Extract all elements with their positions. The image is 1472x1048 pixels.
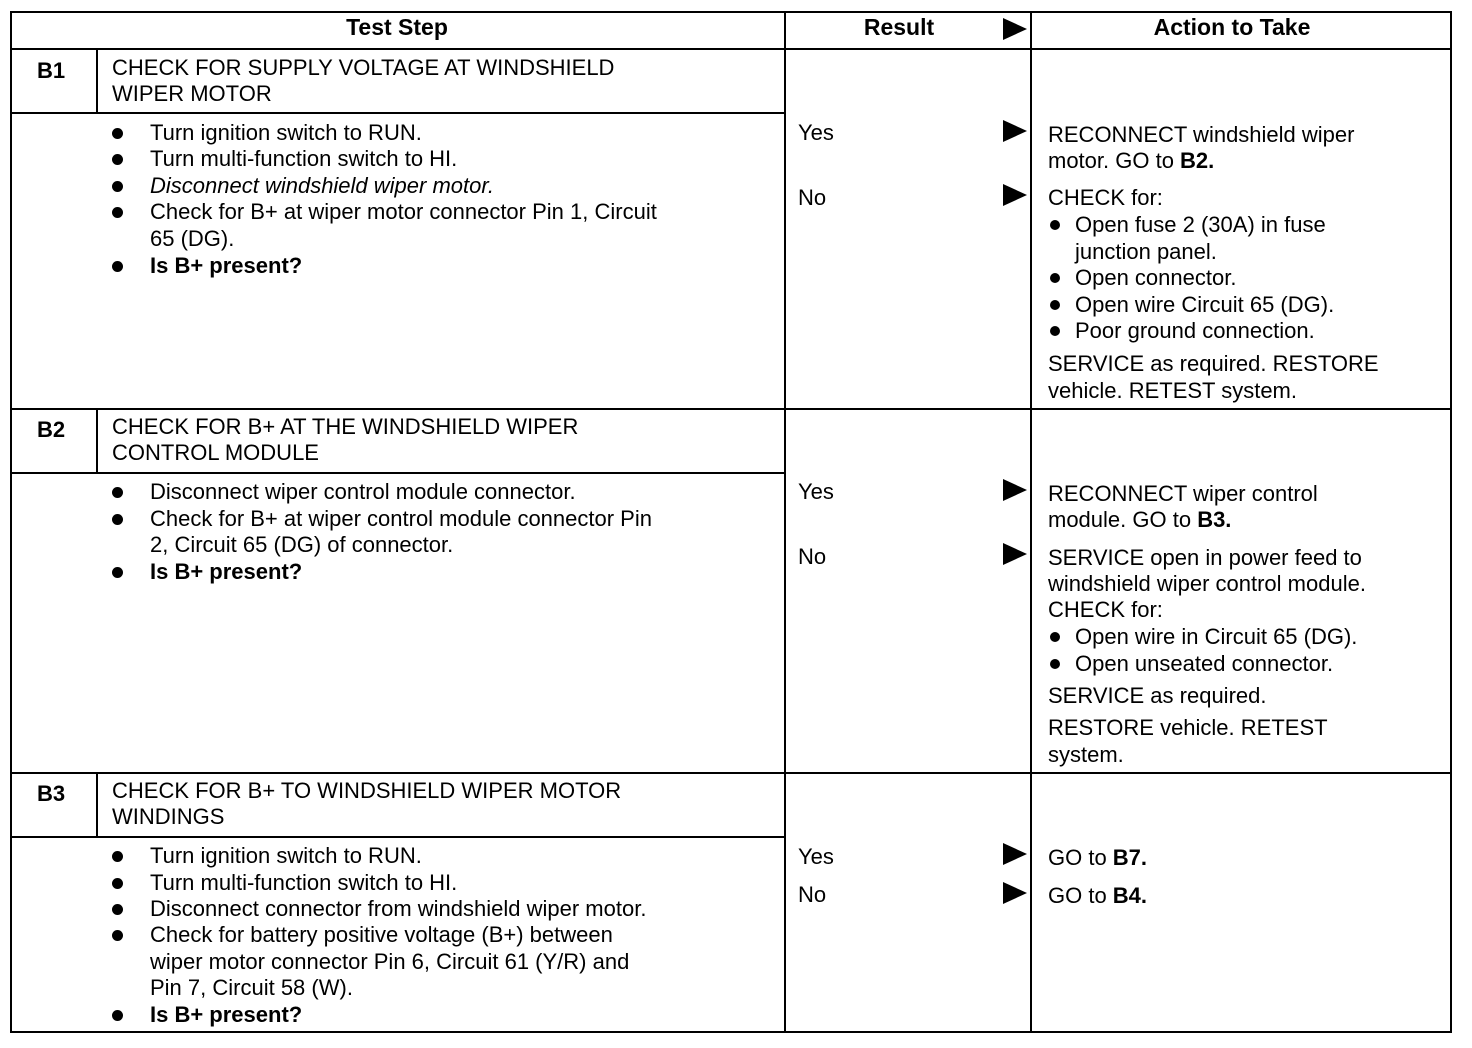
list-item-continuation: Pin 7, Circuit 58 (W).: [150, 975, 353, 1000]
result-yes-b1: Yes: [798, 120, 834, 145]
step-title-b1-line1: CHECK FOR SUPPLY VOLTAGE AT WINDSHIELD: [112, 55, 615, 80]
step-title-b3-line1: CHECK FOR B+ TO WINDSHIELD WIPER MOTOR: [112, 778, 622, 803]
result-yes-b3: Yes: [798, 844, 834, 869]
action-yes-b1-line2: motor. GO to B2.: [1048, 148, 1215, 173]
bullet-icon: [112, 904, 123, 915]
bullet-icon: [1050, 273, 1060, 283]
col-divider-result: [784, 11, 786, 1033]
result-no-b3: No: [798, 882, 827, 907]
step-title-b3-line2: WINDINGS: [112, 804, 225, 829]
bullet-icon: [112, 128, 123, 139]
action-no-b1-lead: CHECK for:: [1048, 185, 1163, 210]
action-no-b1-tail1: SERVICE as required. RESTORE: [1048, 351, 1379, 376]
arrow-icon: [1003, 479, 1027, 501]
step-title-b2-line1: CHECK FOR B+ AT THE WINDSHIELD WIPER: [112, 414, 579, 439]
title-underline-b3: [10, 836, 786, 838]
bullet-icon: [112, 261, 123, 272]
bullet-icon: [1050, 220, 1060, 230]
action-no-b3: GO to B4.: [1048, 883, 1148, 908]
action-no-b2-tail3: system.: [1048, 742, 1124, 767]
action-no-b2-line1: SERVICE open in power feed to: [1048, 545, 1362, 570]
header-divider: [10, 48, 1452, 50]
list-item-continuation: 2, Circuit 65 (DG) of connector.: [150, 532, 454, 557]
bullet-icon: [112, 514, 123, 525]
list-item-continuation: 65 (DG).: [150, 226, 235, 251]
col-divider-action: [1030, 11, 1032, 1033]
step-title-b1-line2: WIPER MOTOR: [112, 81, 272, 106]
action-yes-b2-line2: module. GO to B3.: [1048, 507, 1232, 532]
title-underline-b1: [10, 112, 786, 114]
bullet-icon: [112, 878, 123, 889]
action-yes-b2-line1: RECONNECT wiper control: [1048, 481, 1318, 506]
result-no-b2: No: [798, 544, 827, 569]
bullet-icon: [112, 207, 123, 218]
step-id-b1: B1: [37, 58, 66, 83]
list-item-continuation: junction panel.: [1075, 239, 1217, 264]
arrow-icon: [1003, 543, 1027, 565]
action-no-b2-line2: windshield wiper control module.: [1048, 571, 1366, 596]
arrow-icon: [1003, 18, 1027, 40]
list-item-continuation: wiper motor connector Pin 6, Circuit 61 (Y/R) and: [150, 949, 630, 974]
bullet-icon: [112, 487, 123, 498]
bullet-icon: [112, 154, 123, 165]
action-no-b2-tail1: SERVICE as required.: [1048, 683, 1267, 708]
header-test-step: Test Step: [346, 14, 448, 40]
bullet-icon: [1050, 659, 1060, 669]
bullet-icon: [1050, 326, 1060, 336]
header-result: Result: [863, 14, 935, 40]
action-no-b2-tail2: RESTORE vehicle. RETEST: [1048, 715, 1328, 740]
action-yes-b1-line1: RECONNECT windshield wiper: [1048, 122, 1355, 147]
bullet-icon: [112, 1010, 123, 1021]
arrow-icon: [1003, 120, 1027, 142]
diagnostic-table: Test Step Result Action to Take B1 CHECK FOR SUPPLY VOLTAGE AT WINDSHIELD WIPER MOTOR Turn ignition switch to RUN. Turn multi-function switch to HI. Disconnect windshield wiper motor. Check for B+ at wiper motor connector Pin 1, Circuit 65 (DG). Is B+ present? Yes No RECONNECT windshield wiper motor. GO to B2. CHECK for: Open fuse 2 (30A) in fuse junction panel. Open connector. Open wire Circuit 65 (DG). Poor ground connection. SERVICE as required. RESTORE vehicle. RETEST system. B2 CHECK FOR B+ AT THE WINDSHIELD WIPER CONTROL MODULE Disconnect wiper control module connector. Check for B+ at wiper control module connector Pin 2, Circuit 65 (DG) of connector. Is B+ present? Yes No RECONNECT wiper control module. GO to B3. SERVICE open in power feed to windshield wiper control module. CHECK for: Open wire in Circuit 65 (DG). Open unseated connector. SERVICE as required. RESTORE vehicle. RETEST system. B3 CHECK FOR B+ TO WINDSHIELD WIPER MOTOR WINDINGS Turn ignition switch to RUN. Turn multi-function switch to HI. Disconnect connector from windshield wiper motor. Check for battery positive voltage (B+) between wiper motor connector Pin 6, Circuit 61 (Y/R) and Pin 7, Circuit 58 (W). Is B+ present? Yes No GO to B7. GO to B4.: [0, 0, 1472, 1048]
id-divider-b3: [96, 772, 98, 838]
action-no-b2-line3: CHECK for:: [1048, 597, 1163, 622]
result-yes-b2: Yes: [798, 479, 834, 504]
arrow-icon: [1003, 882, 1027, 904]
action-no-b1-tail2: vehicle. RETEST system.: [1048, 378, 1297, 403]
bullet-icon: [112, 851, 123, 862]
arrow-icon: [1003, 184, 1027, 206]
header-action: Action to Take: [1153, 14, 1311, 40]
bullet-icon: [112, 181, 123, 192]
arrow-icon: [1003, 843, 1027, 865]
step-id-b3: B3: [37, 781, 66, 806]
step-title-b2-line2: CONTROL MODULE: [112, 440, 319, 465]
bullet-icon: [1050, 632, 1060, 642]
row-divider-b1: [10, 408, 1452, 410]
id-divider-b2: [96, 408, 98, 474]
action-yes-b3: GO to B7.: [1048, 845, 1148, 870]
bullet-icon: [112, 930, 123, 941]
row-divider-b2: [10, 772, 1452, 774]
bullet-icon: [1050, 300, 1060, 310]
title-underline-b2: [10, 472, 786, 474]
step-id-b2: B2: [37, 417, 66, 442]
result-no-b1: No: [798, 185, 827, 210]
bullet-icon: [112, 567, 123, 578]
id-divider-b1: [96, 48, 98, 114]
